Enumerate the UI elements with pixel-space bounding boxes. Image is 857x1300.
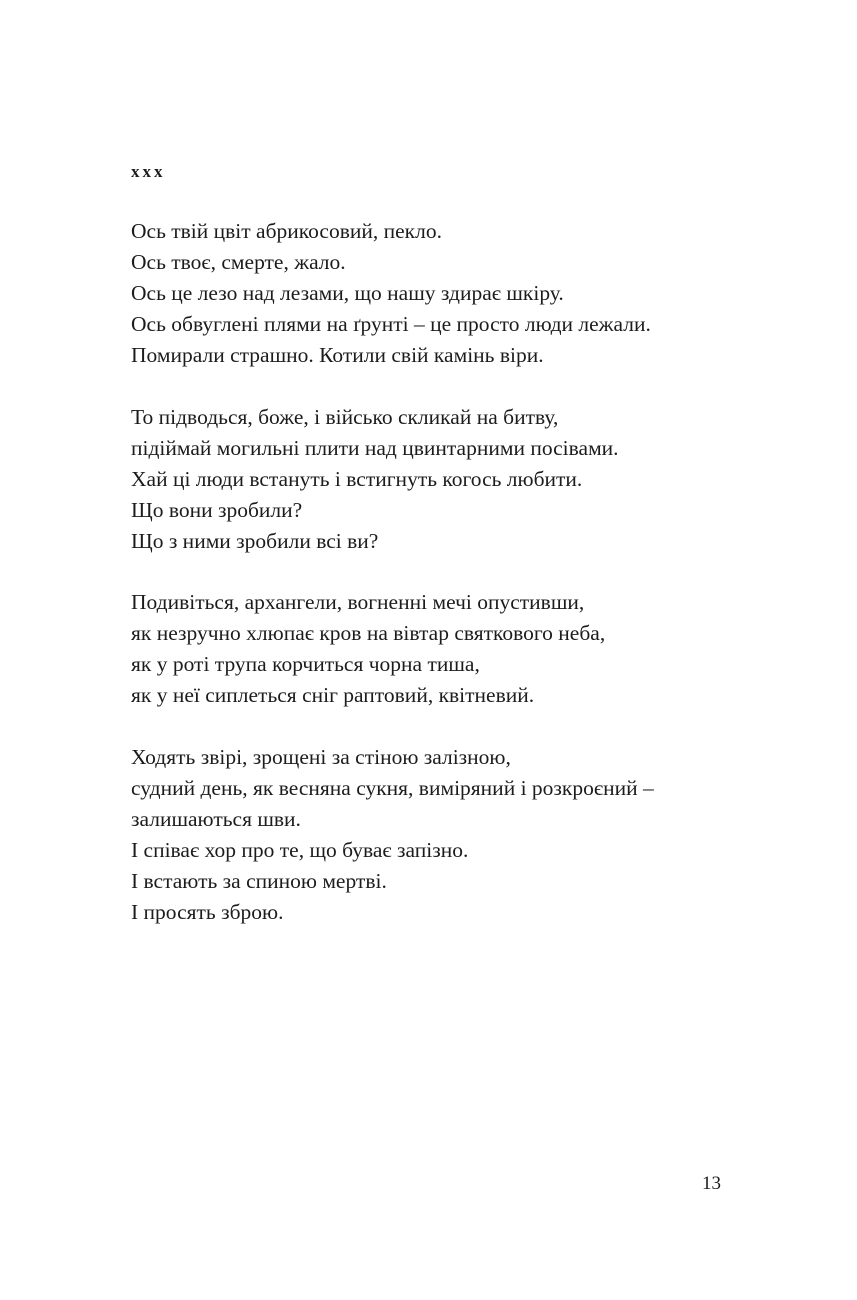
poem-line: Що вони зробили? bbox=[131, 497, 303, 522]
poem-line: як у роті трупа корчиться чорна тиша, bbox=[131, 652, 480, 676]
poem-line: Ось обвуглені плями на ґрунті – це просто люди лежали. bbox=[131, 312, 651, 336]
poem-title: xxx bbox=[131, 162, 166, 181]
poem-line: Подивіться, архангели, вогненні мечі опустивши, bbox=[131, 590, 585, 614]
poem-line: Ось це лезо над лезами, що нашу здирає шкіру. bbox=[131, 281, 564, 305]
poem-line: Що з ними зробили всі ви? bbox=[131, 528, 379, 553]
poem-line: як у неї сиплеться сніг раптовий, квітневий. bbox=[131, 683, 535, 707]
page-number: 13 bbox=[702, 1173, 721, 1194]
poem-line: судний день, як весняна сукня, виміряний і розкроєний – bbox=[131, 775, 654, 800]
poem-line: І встають за спиною мертві. bbox=[131, 868, 387, 893]
stanza-1 bbox=[131, 216, 771, 371]
poem-line: Ходять звірі, зрощені за стіною залізною, bbox=[131, 744, 511, 769]
stanza-2 bbox=[131, 402, 771, 557]
poem-line: як незручно хлюпає кров на вівтар святкового неба, bbox=[131, 621, 606, 645]
poem-line: То підводься, боже, і військо скликай на битву, bbox=[131, 404, 559, 429]
poem-line: Хай ці люди встануть і встигнуть когось любити. bbox=[131, 466, 583, 491]
poem-body bbox=[131, 216, 771, 958]
poem-line: І співає хор про те, що буває запізно. bbox=[131, 837, 469, 862]
stanza-3 bbox=[131, 587, 771, 711]
poem-line: Помирали страшно. Котили свій камінь віри. bbox=[131, 343, 544, 367]
poem-line: залишаються шви. bbox=[131, 806, 301, 831]
poem-line: Ось твій цвіт абрикосовий, пекло. bbox=[131, 219, 442, 243]
stanza-4 bbox=[131, 742, 771, 928]
poem-line: І просять зброю. bbox=[131, 899, 284, 924]
poem-line: Ось твоє, смерте, жало. bbox=[131, 250, 346, 274]
poem-line: підіймай могильні плити над цвинтарними посівами. bbox=[131, 435, 619, 460]
